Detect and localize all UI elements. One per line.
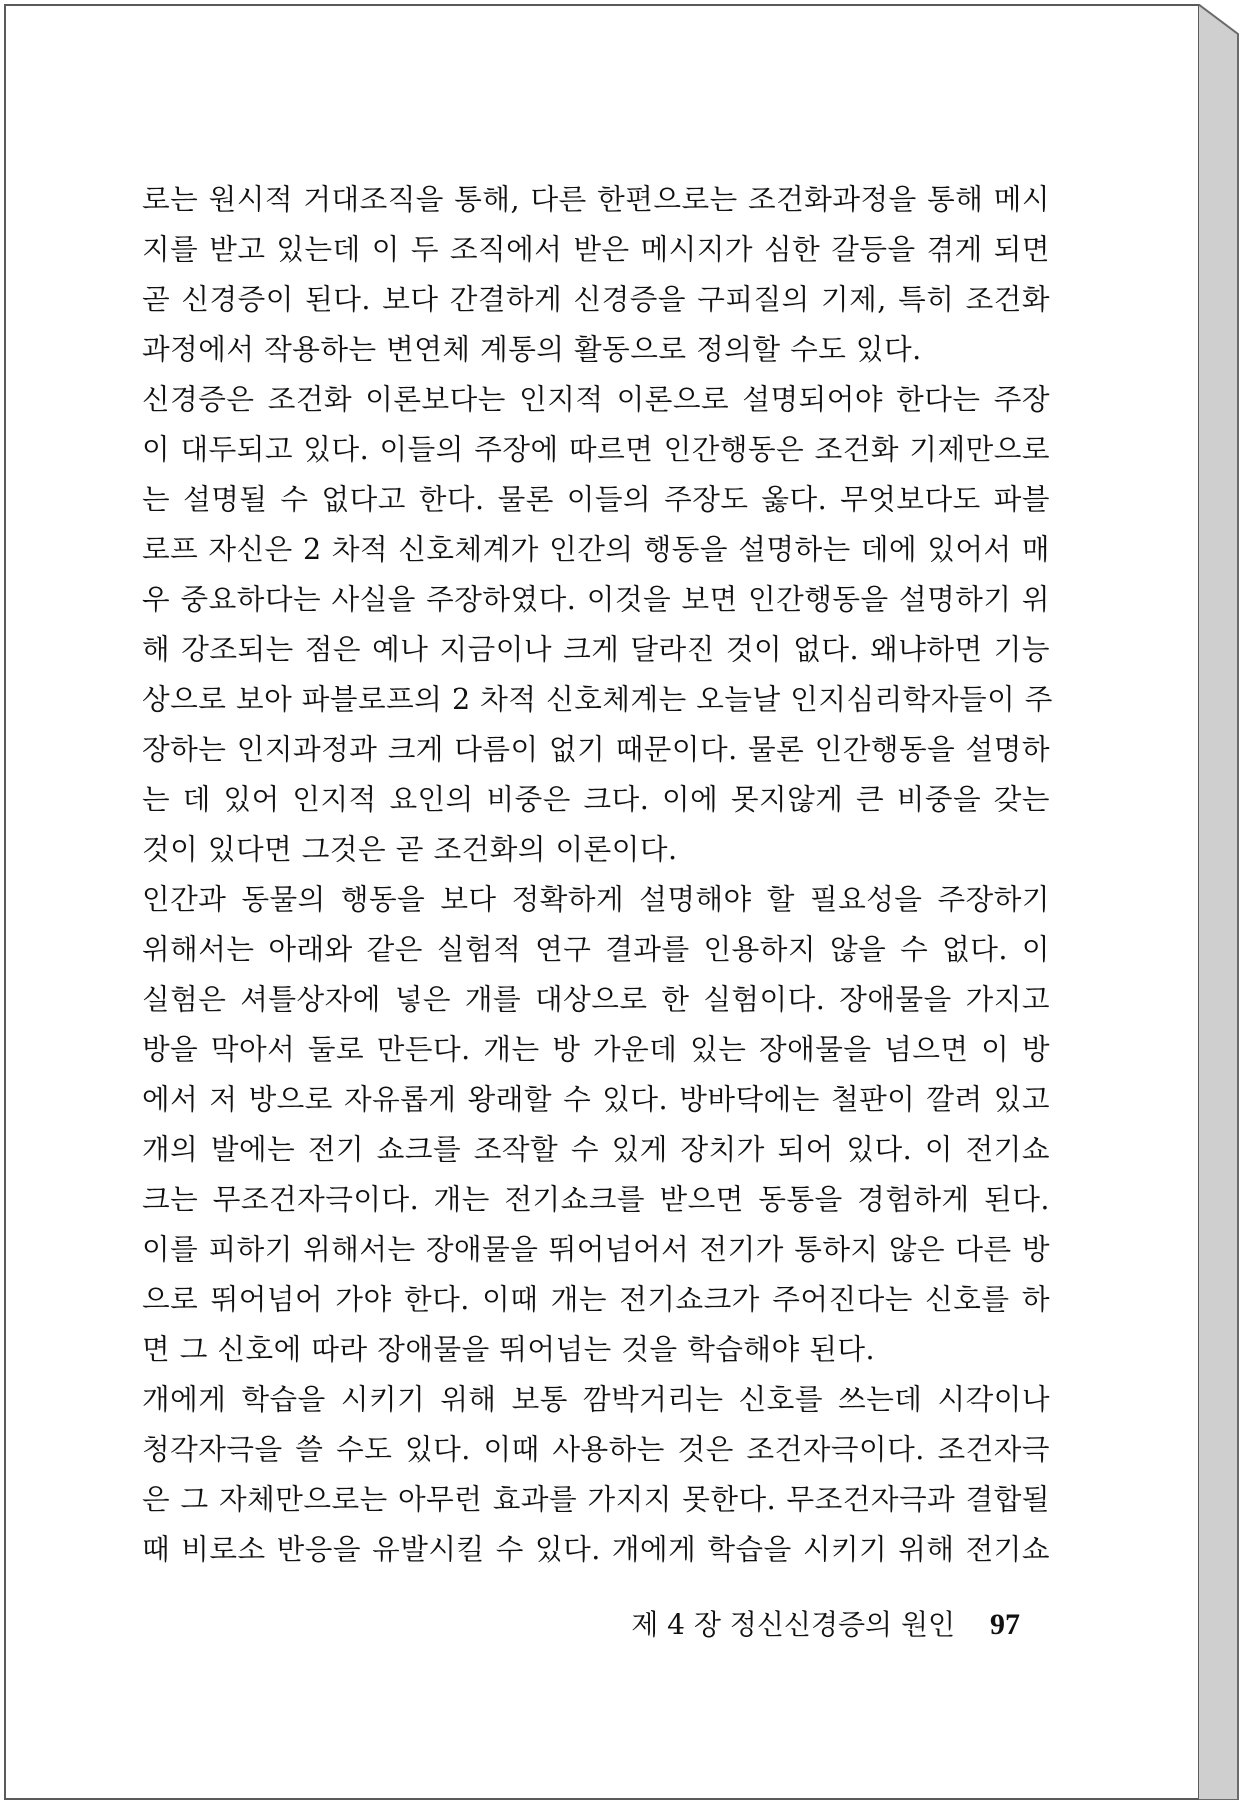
text-line: 청각자극을 쓸 수도 있다. 이때 사용하는 것은 조건자극이다. 조건자극 (142, 1432, 1050, 1466)
text-line: 크는 무조건자극이다. 개는 전기쇼크를 받으면 동통을 경험하게 된다. (142, 1182, 1050, 1216)
text-line: 상으로 보아 파블로프의 2 차적 신호체계는 오늘날 인지심리학자들이 주 (142, 682, 1053, 716)
text-line: 개의 발에는 전기 쇼크를 조작할 수 있게 장치가 되어 있다. 이 전기쇼 (142, 1132, 1050, 1166)
text-line: 이 대두되고 있다. 이들의 주장에 따르면 인간행동은 조건화 기제만으로 (142, 432, 1050, 466)
text-line: 인간과 동물의 행동을 보다 정확하게 설명해야 할 필요성을 주장하기 (142, 882, 1050, 916)
text-line: 과정에서 작용하는 변연체 계통의 활동으로 정의할 수도 있다. (142, 332, 922, 366)
body-text (142, 174, 1053, 1574)
text-line: 는 데 있어 인지적 요인의 비중은 크다. 이에 못지않게 큰 비중을 갖는 (142, 782, 1050, 816)
text-line: 신경증은 조건화 이론보다는 인지적 이론으로 설명되어야 한다는 주장 (142, 382, 1050, 416)
text-line: 방을 막아서 둘로 만든다. 개는 방 가운데 있는 장애물을 넘으면 이 방 (142, 1032, 1050, 1066)
text-line: 실험은 셔틀상자에 넣은 개를 대상으로 한 실험이다. 장애물을 가지고 (142, 982, 1050, 1016)
text-line: 는 설명될 수 없다고 한다. 물론 이들의 주장도 옳다. 무엇보다도 파블 (142, 482, 1050, 516)
text-line: 장하는 인지과정과 크게 다름이 없기 때문이다. 물론 인간행동을 설명하 (142, 732, 1050, 766)
text-line: 은 그 자체만으로는 아무런 효과를 가지지 못한다. 무조건자극과 결합될 (142, 1482, 1050, 1516)
chapter-title: 제 4 장 정신신경증의 원인 (631, 1608, 956, 1641)
text-line: 이를 피하기 위해서는 장애물을 뛰어넘어서 전기가 통하지 않은 다른 방 (142, 1232, 1050, 1266)
page-footer (631, 1603, 1020, 1643)
text-line: 로는 원시적 거대조직을 통해, 다른 한편으로는 조건화과정을 통해 메시 (142, 182, 1050, 216)
text-line: 면 그 신호에 따라 장애물을 뛰어넘는 것을 학습해야 된다. (142, 1332, 876, 1366)
text-line: 개에게 학습을 시키기 위해 보통 깜박거리는 신호를 쓰는데 시각이나 (142, 1382, 1050, 1416)
page-number: 97 (990, 1608, 1020, 1641)
text-line: 위해서는 아래와 같은 실험적 연구 결과를 인용하지 않을 수 없다. 이 (142, 932, 1050, 966)
text-line: 지를 받고 있는데 이 두 조직에서 받은 메시지가 심한 갈등을 겪게 되면 (142, 232, 1050, 266)
text-line: 곧 신경증이 된다. 보다 간결하게 신경증을 구피질의 기제, 특히 조건화 (142, 282, 1050, 316)
text-line: 에서 저 방으로 자유롭게 왕래할 수 있다. 방바닥에는 철판이 깔려 있고 (142, 1082, 1050, 1116)
text-line: 으로 뛰어넘어 가야 한다. 이때 개는 전기쇼크가 주어진다는 신호를 하 (142, 1282, 1050, 1316)
text-line: 해 강조되는 점은 예나 지금이나 크게 달라진 것이 없다. 왜냐하면 기능 (142, 632, 1050, 666)
text-line: 우 중요하다는 사실을 주장하였다. 이것을 보면 인간행동을 설명하기 위 (142, 582, 1050, 616)
text-line: 때 비로소 반응을 유발시킬 수 있다. 개에게 학습을 시키기 위해 전기쇼 (142, 1532, 1050, 1566)
text-line: 것이 있다면 그것은 곧 조건화의 이론이다. (142, 832, 678, 866)
text-line: 로프 자신은 2 차적 신호체계가 인간의 행동을 설명하는 데에 있어서 매 (142, 532, 1050, 566)
page-edge-shadow (1198, 4, 1248, 1800)
